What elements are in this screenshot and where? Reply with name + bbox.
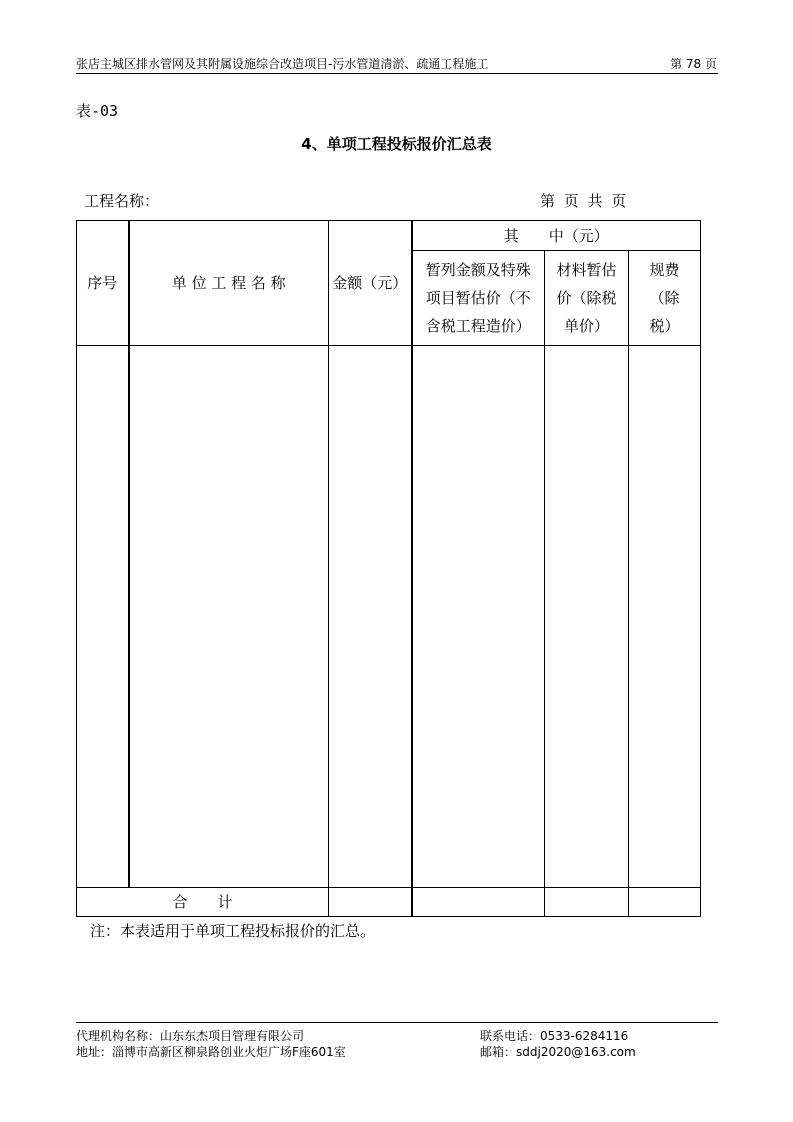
footer-email: 邮箱：sddj2020@163.com: [480, 1045, 636, 1059]
total-provisional[interactable]: [412, 888, 545, 917]
col-header-fee: 规费（除税）: [629, 251, 701, 346]
footer-phone: 联系电话：0533-6284116: [480, 1029, 629, 1043]
cell-fee[interactable]: [629, 346, 701, 888]
header-page-number: 第 78 页: [670, 57, 717, 71]
total-row: [77, 888, 701, 917]
col-header-name: 单 位 工 程 名 称: [129, 221, 329, 346]
summary-table: [76, 220, 701, 917]
total-label: 合 计: [77, 888, 329, 917]
table-note: 注：本表适用于单项工程投标报价的汇总。: [90, 922, 376, 940]
project-name-label: 工程名称：: [84, 192, 160, 210]
cell-name[interactable]: [129, 346, 329, 888]
total-amount[interactable]: [329, 888, 412, 917]
cell-amount[interactable]: [329, 346, 412, 888]
form-code: 表-03: [76, 102, 119, 120]
header-divider: [76, 73, 718, 74]
col-header-amount: 金额（元）: [329, 221, 412, 346]
total-material[interactable]: [545, 888, 629, 917]
cell-provisional[interactable]: [412, 346, 545, 888]
col-header-seq: 序号: [77, 221, 129, 346]
cell-seq[interactable]: [77, 346, 129, 888]
table-row: [77, 346, 701, 888]
document-title: 4、单项工程投标报价汇总表: [301, 135, 492, 153]
footer-agency: 代理机构名称：山东东杰项目管理有限公司: [76, 1029, 305, 1043]
col-header-provisional: 暂列金额及特殊项目暂估价（不含税工程造价）: [412, 251, 545, 346]
total-fee[interactable]: [629, 888, 701, 917]
col-header-group: 其 中（元）: [412, 221, 701, 251]
cell-material[interactable]: [545, 346, 629, 888]
page-info: 第 页 共 页: [540, 192, 629, 210]
col-header-material: 材料暂估价（除税单价）: [545, 251, 629, 346]
footer-address: 地址：淄博市高新区柳泉路创业火炬广场F座601室: [76, 1045, 346, 1059]
footer-divider: [76, 1022, 718, 1023]
header-project-title: 张店主城区排水管网及其附属设施综合改造项目-污水管道清淤、疏通工程施工: [76, 57, 489, 71]
